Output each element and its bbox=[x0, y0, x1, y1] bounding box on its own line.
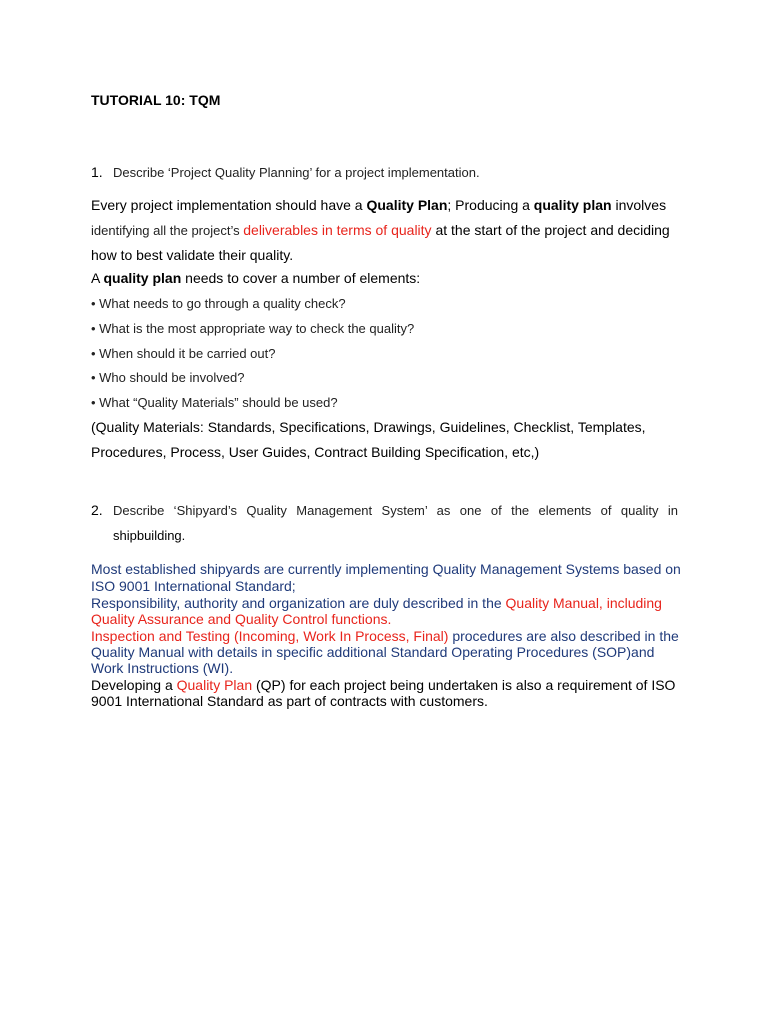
answer-1-line-4 bbox=[91, 270, 420, 286]
question-1-number: 1. bbox=[91, 164, 103, 180]
answer-2-line-6: Quality Manual with details in specific additional Standard Operating Procedures (SOP)and bbox=[91, 644, 655, 660]
text-run: needs to cover a number of elements: bbox=[181, 270, 421, 286]
text-run: involves bbox=[611, 197, 667, 213]
highlight-run: Quality Manual, including bbox=[505, 595, 662, 611]
answer-2-line-1: Most established shipyards are currently implementing Quality Management Systems based on bbox=[91, 561, 681, 577]
text-run: ; Producing a bbox=[447, 197, 534, 213]
answer-2-line-8 bbox=[91, 677, 675, 694]
answer-2-line-4: Quality Assurance and Quality Control functions. bbox=[91, 611, 392, 627]
answer-2-line-2: ISO 9001 International Standard; bbox=[91, 578, 296, 594]
bullet-item: • When should it be carried out? bbox=[91, 346, 276, 361]
question-2-text-line-1: Describe ‘Shipyard’s Quality Management System’ as one of the elements of quality in bbox=[113, 503, 678, 518]
bold-run: quality plan bbox=[533, 197, 612, 213]
materials-line-1: (Quality Materials: Standards, Specifications, Drawings, Guidelines, Checklist, Templates, bbox=[91, 419, 646, 435]
answer-1-line-3: how to best validate their quality. bbox=[91, 247, 294, 263]
text-run: procedures are also described in the bbox=[448, 628, 679, 644]
bullet-item: • What is the most appropriate way to check the quality? bbox=[91, 321, 415, 336]
materials-line-2: Procedures, Process, User Guides, Contract Building Specification, etc,) bbox=[91, 444, 540, 460]
text-run: Responsibility, authority and organization are duly described in the bbox=[91, 595, 506, 611]
bold-run: quality plan bbox=[103, 270, 182, 286]
text-run: Every project implementation should have a bbox=[91, 197, 367, 213]
question-2-text-line-2: shipbuilding. bbox=[113, 528, 186, 543]
text-run: (QP) for each project being undertaken is also a requirement of ISO bbox=[252, 677, 676, 693]
answer-2-line-7: Work Instructions (WI). bbox=[91, 660, 234, 676]
question-2-number: 2. bbox=[91, 502, 103, 518]
bullet-item: • What needs to go through a quality check? bbox=[91, 296, 346, 311]
highlight-run: Quality Plan bbox=[176, 677, 253, 693]
bullet-item: • Who should be involved? bbox=[91, 370, 245, 385]
bold-run: Quality Plan bbox=[366, 197, 448, 213]
text-run: Developing a bbox=[91, 677, 177, 693]
highlight-run: Inspection and Testing (Incoming, Work In Process, Final) bbox=[91, 628, 449, 644]
page-title: TUTORIAL 10: TQM bbox=[91, 92, 221, 108]
answer-1-line-2 bbox=[91, 222, 670, 238]
answer-2-line-3 bbox=[91, 595, 662, 612]
text-run: identifying all the project’s bbox=[91, 223, 244, 238]
text-run: at the start of the project and deciding bbox=[431, 222, 670, 238]
bullet-item: • What “Quality Materials” should be used? bbox=[91, 395, 338, 410]
text-run: A bbox=[91, 270, 104, 286]
answer-2-line-9: 9001 International Standard as part of contracts with customers. bbox=[91, 693, 488, 709]
answer-2-line-5 bbox=[91, 628, 679, 645]
highlight-run: deliverables in terms of quality bbox=[243, 222, 432, 238]
question-1-text: Describe ‘Project Quality Planning’ for a project implementation. bbox=[113, 165, 480, 180]
answer-1-line-1 bbox=[91, 197, 666, 213]
